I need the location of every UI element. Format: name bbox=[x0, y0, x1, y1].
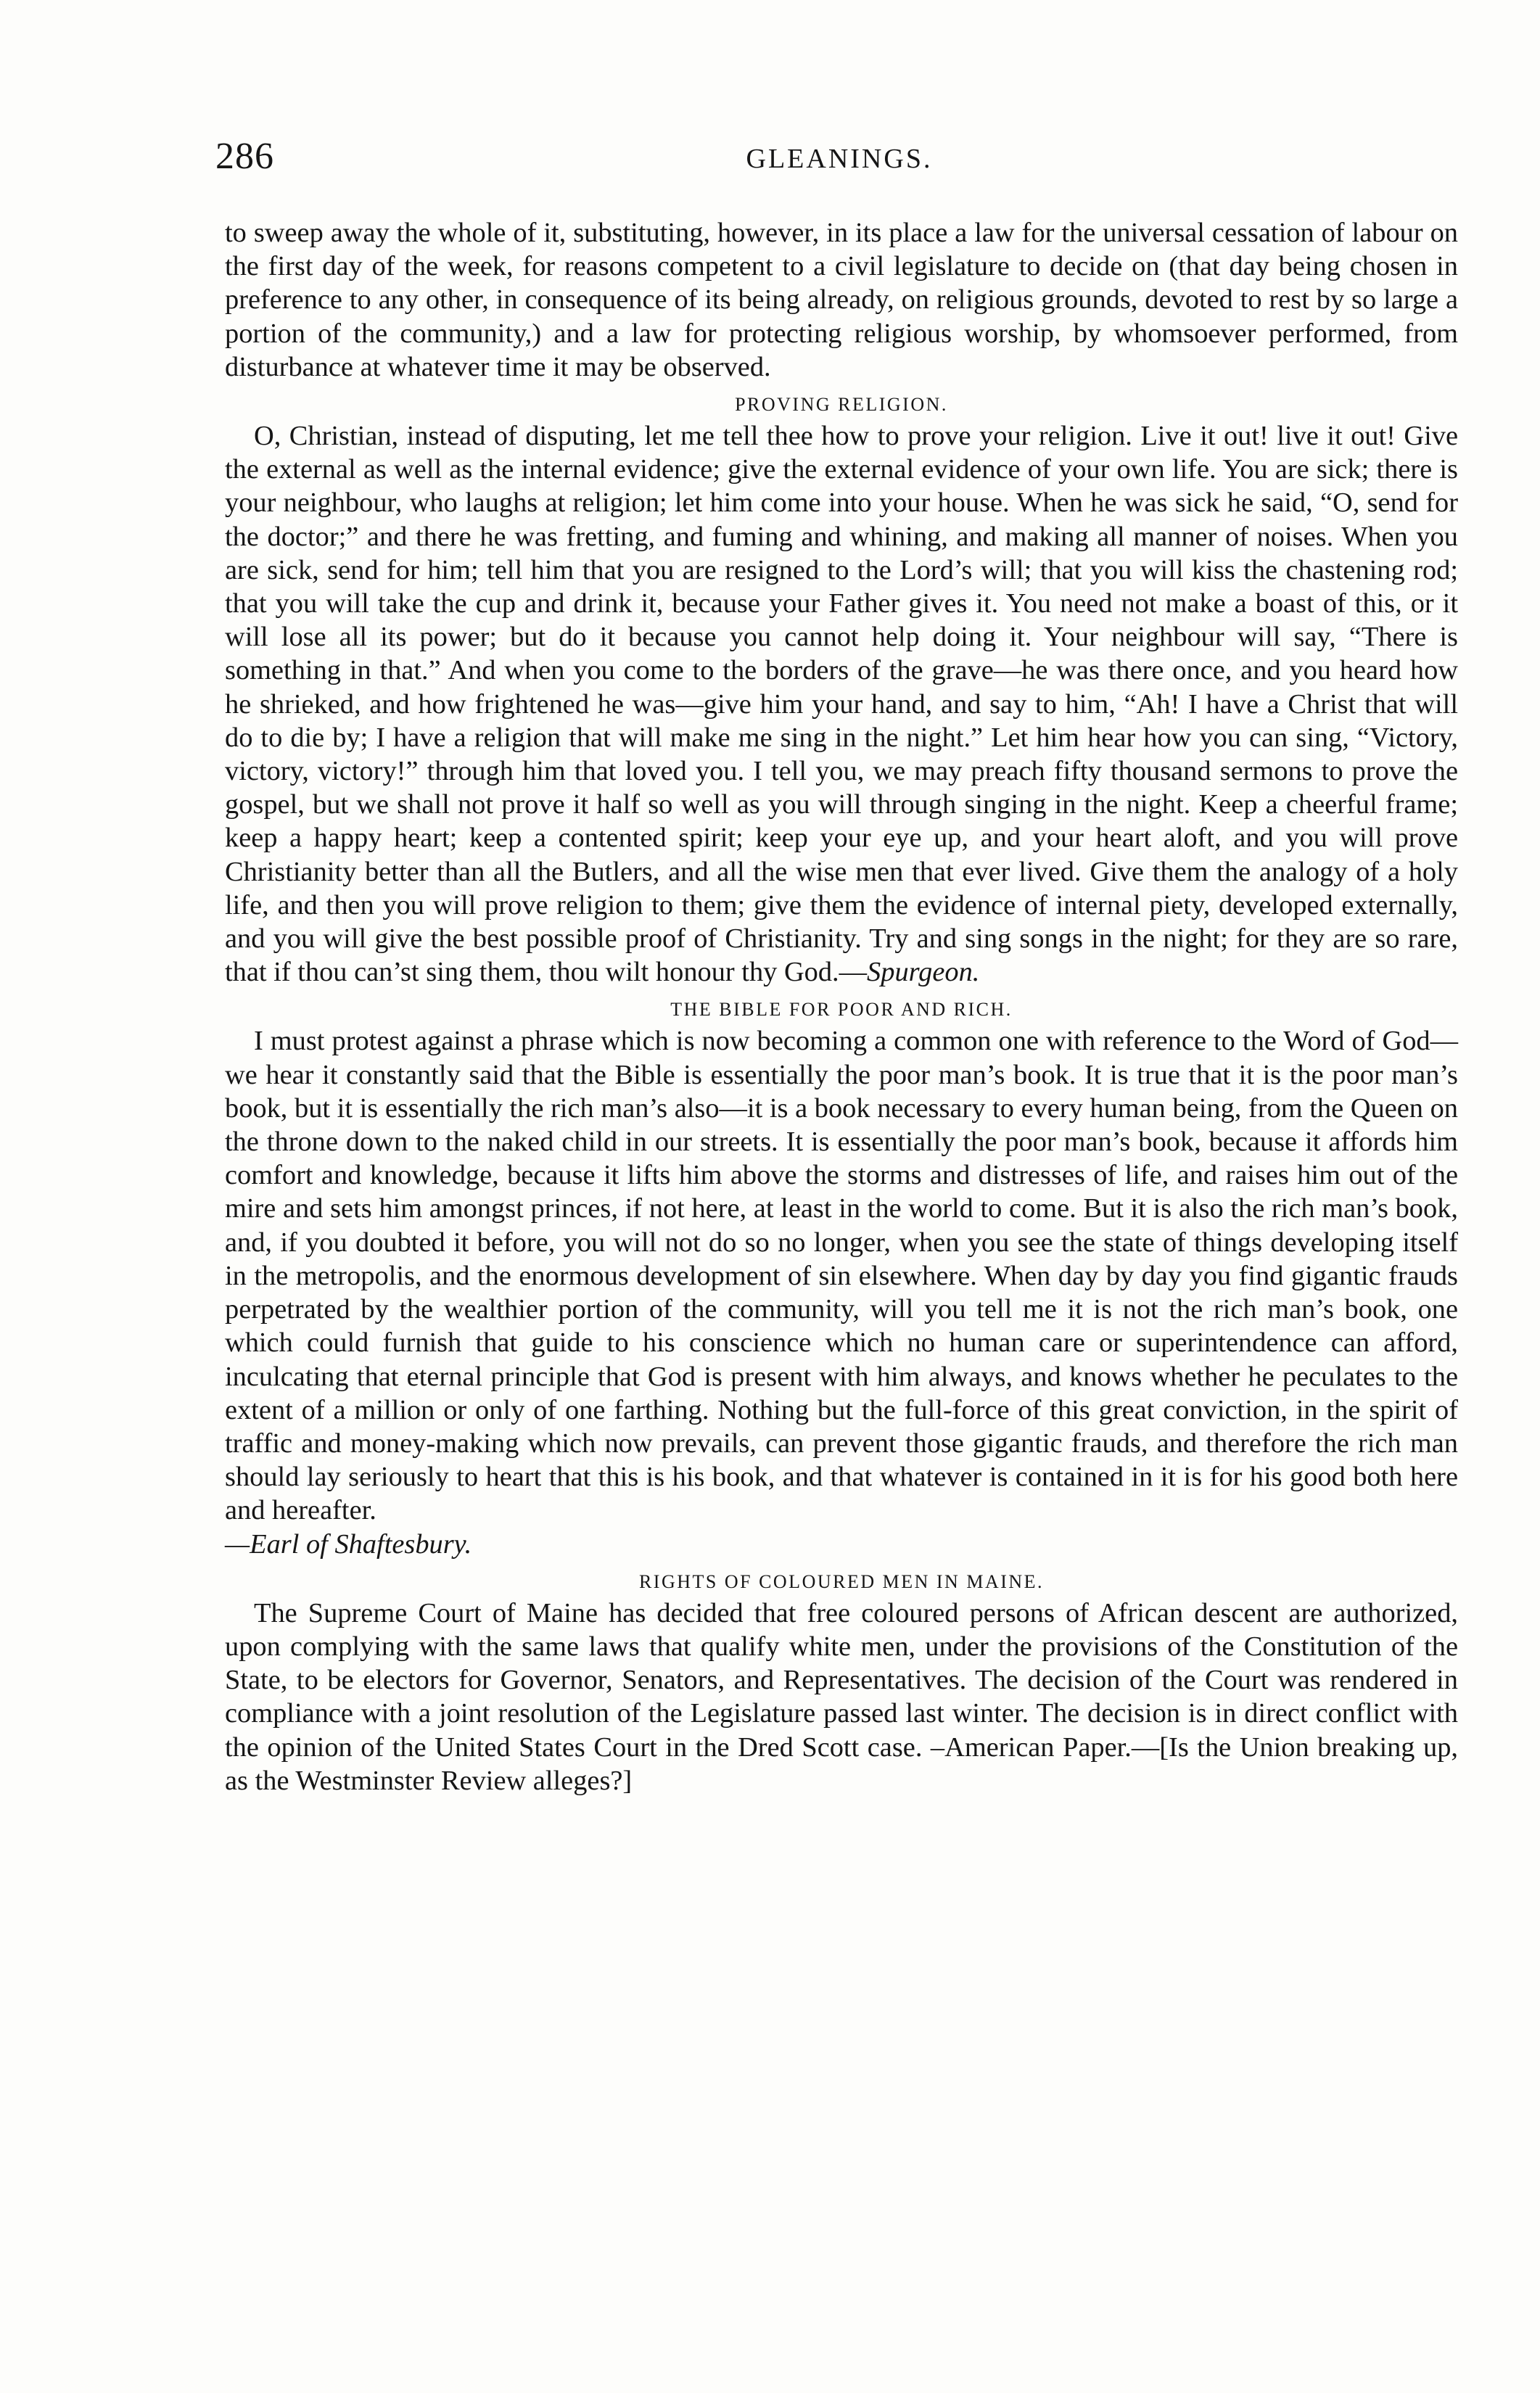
section-title-proving-religion: PROVING RELIGION. bbox=[735, 394, 948, 416]
paragraph-text: O, Christian, instead of disputing, let me tell thee how to prove your religion. Live it out! live it out! Give the external as well as the internal evidence; give the external evidence of your own life. You are sick; there is your neighbour, who laughs at religion; let him come into your house. When he was sick he said, “O, send for the doctor;” and there he was fretting, and fuming and whining, and making all manner of noises. When you are sick, send for him; tell him that you are resigned to the Lord’s will; that you will kiss the chastening rod; that you will take the cup and drink it, because your Father gives it. You need not make a boast of this, or it will lose all its power; but do it because you cannot help doing it. Your neighbour will say, “There is something in that.” And when you come to the borders of the grave—he was there once, and you heard how he shrieked, and how frightened he was—give him your hand, and say to him, “Ah! I have a Christ that will do to die by; I have a religion that will make me sing in the night.” Let him hear how you can sing, “Victory, victory, victory!” through him that loved you. I tell you, we may preach fifty thousand sermons to prove the gospel, but we shall not prove it half so well as you will through singing in the night. Keep a cheerful frame; keep a happy heart; keep a contented spirit; keep your eye up, and your heart aloft, and you will prove Christianity better than all the Butlers, and all the wise men that ever lived. Give them the analogy of a holy life, and then you will prove religion to them; give them the evidence of internal piety, developed externally, and you will give the best possible proof of Christianity. Try and sing songs in the night; for they are so rare, that if thou can’st sing them, thou wilt honour thy God.— bbox=[225, 421, 1458, 988]
paragraph-proving-religion bbox=[225, 419, 1458, 989]
attribution-spurgeon: Spurgeon. bbox=[867, 957, 980, 988]
page-body bbox=[225, 216, 1458, 1797]
attribution-shaftesbury: —Earl of Shaftesbury. bbox=[225, 1528, 472, 1560]
page-header bbox=[215, 135, 1463, 186]
continued-paragraph: to sweep away the whole of it, substituting, however, in its place a law for the universal cessation of labour on the first day of the week, for reasons competent to a civil legislature to decide on (that day being chosen in preference to any other, in consequence of its being already, on religious grounds, devoted to rest by so large a portion of the community,) and a law for protecting religious worship, by whomsoever performed, from disturbance at whatever time it may be observed. bbox=[225, 218, 1458, 382]
paragraph-bible-for-poor-and-rich: I must protest against a phrase which is now becoming a common one with reference to the Word of God—we hear it constantly said that the Bible is essentially the poor man’s book. It is true that it is the poor man’s book, but it is essentially the rich man’s also—it is a book necessary to every human being, from the Queen on the throne down to the naked child in our streets. It is essentially the poor man’s book, because it affords him comfort and knowledge, because it lifts him above the storms and distresses of life, and raises him out of the mire and sets him amongst princes, if not here, at least in the world to come. But it is also the rich man’s book, and, if you doubted it before, you will not do so no longer, when you see the state of things developing itself in the metropolis, and the enormous development of sin elsewhere. When day by day you find gigantic frauds perpetrated by the wealthier portion of the community, will you tell me it is not the rich man’s book, one which could furnish that guide to his conscience which no human care or superintendence can afford, inculcating that eternal principle that God is present with him always, and knows whether he peculates to the extent of a million or only of one farthing. Nothing but the full-force of this great conviction, in the spirit of traffic and money-making which now prevails, can prevent those gigantic frauds, and therefore the rich man should lay seriously to heart that this is his book, and that whatever is contained in it is for his good both here and hereafter. bbox=[225, 1026, 1458, 1526]
section-title-rights-of-coloured-men: RIGHTS OF COLOURED MEN IN MAINE. bbox=[638, 1570, 1045, 1592]
page-number: 286 bbox=[215, 136, 274, 177]
paragraph-rights-of-coloured-men: The Supreme Court of Maine has decided that free coloured persons of African descent are authorized, upon complying with the same laws that qualify white men, under the provisions of the Constitution of the State, to be electors for Governor, Senators, and Representatives. The decision of the Court was rendered in compliance with a joint resolution of the Legislature passed last winter. The decision is in direct conflict with the opinion of the United States Court in the Dred Scott case. –American Paper.—[Is the Union breaking up, as the Westminster Review alleges?] bbox=[225, 1597, 1458, 1796]
section-title-bible-for-poor-and-rich: THE BIBLE FOR POOR AND RICH. bbox=[670, 999, 1013, 1021]
running-title: GLEANINGS. bbox=[746, 144, 933, 174]
